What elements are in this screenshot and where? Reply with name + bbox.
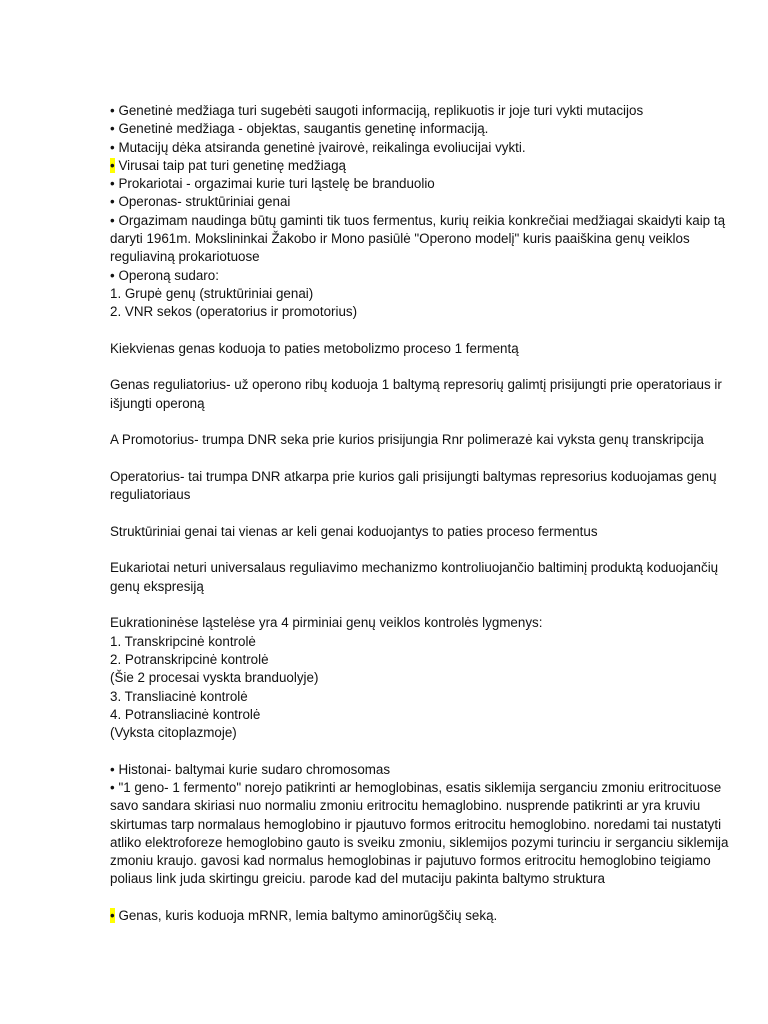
paragraph [110, 523, 732, 541]
blank-line [110, 541, 732, 559]
paragraph [110, 376, 732, 413]
paragraph [110, 285, 732, 303]
bullet-paragraph [110, 139, 732, 157]
paragraph-text: Genas reguliatorius- už operono ribų koduoja 1 baltymą represorių galimtį prisijungti prie operatoriaus ir išjungti operoną [110, 377, 722, 411]
bullet-marker: • [110, 761, 115, 777]
bullet-paragraph [110, 212, 732, 267]
paragraph [110, 614, 732, 632]
paragraph-text: Struktūriniai genai tai vienas ar keli genai koduojantys to paties proceso fermentus [110, 523, 598, 539]
paragraph-text: Histonai- baltymai kurie sudaro chromosomas [118, 761, 391, 777]
paragraph-text: (Vyksta citoplazmoje) [110, 725, 237, 741]
highlighted-bullet-marker: • [110, 157, 115, 173]
bullet-paragraph [110, 267, 732, 285]
paragraph-text: Genetinė medžiaga - objektas, saugantis genetinę informaciją. [118, 121, 489, 137]
paragraph-text: 1. Grupė genų (struktūriniai genai) [110, 285, 314, 301]
bullet-marker: • [110, 267, 115, 283]
blank-line [110, 413, 732, 431]
bullet-paragraph [110, 907, 732, 925]
paragraph-text: (Šie 2 procesai vyskta branduolyje) [110, 670, 319, 686]
bullet-marker: • [110, 103, 115, 118]
blank-line [110, 889, 732, 907]
bullet-marker: • [110, 194, 115, 210]
paragraph-text: 1. Transkripcinė kontrolė [110, 633, 256, 649]
paragraph-text: Genetinė medžiaga turi sugebėti saugoti informaciją, replikuotis ir joje turi vykti mutacijos [118, 103, 644, 118]
bullet-paragraph [110, 193, 732, 211]
paragraph-text: 3. Transliacinė kontrolė [110, 688, 248, 704]
paragraph [110, 559, 732, 596]
blank-line [110, 322, 732, 340]
paragraph-text: Prokariotai - orgazimai kurie turi ląstelę be branduolio [118, 176, 435, 192]
bullet-paragraph [110, 120, 732, 138]
paragraph-text: Operoną sudaro: [118, 267, 219, 283]
paragraph-text: 2. Potranskripcinė kontrolė [110, 651, 269, 667]
paragraph-text: Eukariotai neturi universalaus reguliavimo mechanizmo kontroliuojančio baltiminį produktą koduojančių genų ekspresiją [110, 560, 719, 594]
paragraph-text: Operatorius- tai trumpa DNR atkarpa prie kurios gali prisijungti baltymas represorius koduojamas genų reguliatoriaus [110, 468, 717, 503]
paragraph-text: "1 geno- 1 fermento" norejo patikrinti ar hemoglobinas, esatis siklemija serganciu zmoniu eritrocituose savo sandara skiriasi nuo normaliu zmoniu eritrocitu hemaglobino. nusprende patikrinti ar yra kruviu skirtumas tarp normalaus hemoglobino ir pjautuvo formos eritrocitu hemoglobino. noredami tai nustatyti atliko elektroforeze hemoglobino gauto is sveiku zmoniu, siklemijos pozymi turinciu ir serganciu siklemija zmoniu kraujo. gavosi kad normalus hemoglobinas ir pajutuvo formos eritrocitu hemoglobino teigiamo poliaus link juda skirtingu greiciu. parode kad del mutaciju pakinta baltymo struktura [110, 779, 729, 887]
paragraph-text: Eukrationinėse ląstelėse yra 4 pirminiai genų veiklos kontrolės lygmenys: [110, 615, 543, 631]
document-body [110, 102, 732, 925]
paragraph-text: 2. VNR sekos (operatorius ir promotorius) [110, 304, 358, 320]
bullet-paragraph [110, 102, 732, 120]
blank-line [110, 742, 732, 760]
paragraph [110, 468, 732, 505]
paragraph-text: Genas, kuris koduoja mRNR, lemia baltymo aminorūgščių seką. [118, 908, 498, 924]
paragraph [110, 340, 732, 358]
blank-line [110, 358, 732, 376]
bullet-paragraph [110, 157, 732, 175]
paragraph-text: Operonas- struktūriniai genai [118, 194, 291, 210]
paragraph-text: Kiekvienas genas koduoja to paties metobolizmo proceso 1 fermentą [110, 340, 519, 356]
paragraph [110, 431, 732, 449]
blank-line [110, 505, 732, 523]
paragraph-text: Mutacijų dėka atsiranda genetinė įvairovė, reikalinga evoliucijai vykti. [118, 139, 526, 155]
bullet-marker: • [110, 212, 115, 228]
paragraph [110, 724, 732, 742]
bullet-paragraph [110, 175, 732, 193]
paragraph [110, 706, 732, 724]
paragraph-text: Orgazimam naudinga būtų gaminti tik tuos fermentus, kurių reikia konkrečiai medžiagai skaidyti kaip tą daryti 1961m. Mokslininkai Žakobo ir Mono pasiūlė "Operono modelį" kuris paaiškina genų veiklos reguliaviną prokariotuose [110, 212, 726, 265]
paragraph [110, 688, 732, 706]
paragraph-text: A Promotorius- trumpa DNR seka prie kurios prisijungia Rnr polimerazė kai vyksta genų transkripcija [110, 432, 704, 448]
bullet-marker: • [110, 779, 115, 795]
highlighted-bullet-marker: • [110, 908, 115, 924]
paragraph [110, 651, 732, 669]
paragraph [110, 303, 732, 321]
bullet-paragraph [110, 761, 732, 779]
bullet-marker: • [110, 121, 115, 137]
blank-line [110, 596, 732, 614]
bullet-marker: • [110, 139, 115, 155]
paragraph [110, 633, 732, 651]
bullet-marker: • [110, 176, 115, 192]
bullet-paragraph [110, 779, 732, 889]
paragraph-text: 4. Potransliacinė kontrolė [110, 706, 261, 722]
paragraph-text: Virusai taip pat turi genetinę medžiagą [118, 157, 346, 173]
paragraph [110, 669, 732, 687]
blank-line [110, 450, 732, 468]
